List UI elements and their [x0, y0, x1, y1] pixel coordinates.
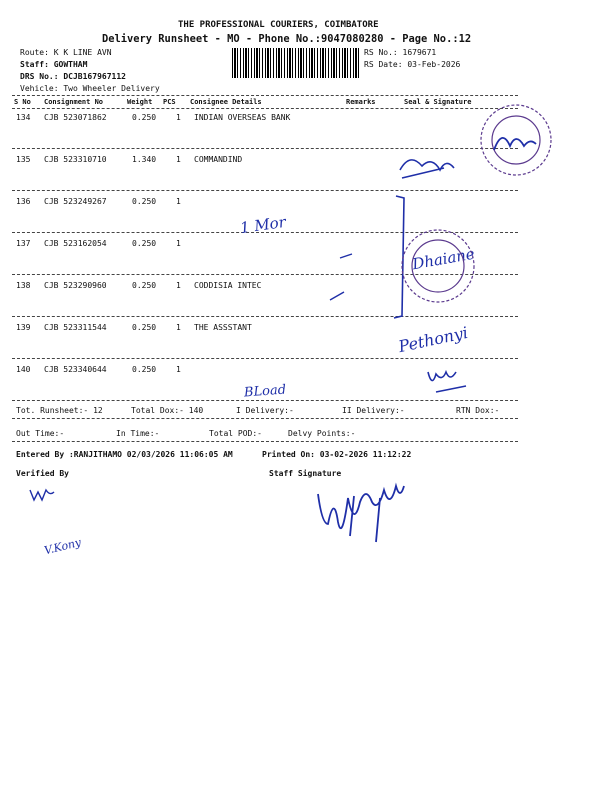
- row-weight: 0.250: [132, 239, 157, 248]
- total-dox: Total Dox:- 140: [131, 406, 204, 415]
- ii-delivery: II Delivery:-: [342, 406, 405, 415]
- row-consignee: CODDISIA INTEC: [194, 281, 262, 290]
- company-name: THE PROFESSIONAL COURIERS, COIMBATORE: [178, 20, 379, 30]
- row-pcs: 1: [176, 323, 181, 332]
- table-row: [0, 113, 600, 127]
- header-divider-top: [12, 95, 518, 96]
- row-sno: 136: [16, 197, 31, 206]
- in-time: In Time:-: [116, 429, 160, 438]
- col-consignment: Consignment No: [44, 98, 104, 106]
- col-sno: S No: [14, 98, 31, 106]
- row-consignment: CJB 523162054: [44, 239, 107, 248]
- verified-by-scribble: [30, 490, 54, 500]
- entered-by: Entered By :RANJITHAMO 02/03/2026 11:06:05 AM: [16, 450, 233, 459]
- staff-signature-label: Staff Signature: [269, 469, 342, 478]
- row-divider: [12, 148, 518, 149]
- row-consignment: CJB 523071862: [44, 113, 107, 122]
- table-row: [0, 365, 600, 379]
- row-pcs: 1: [176, 197, 181, 206]
- row-divider: [12, 400, 518, 401]
- row-weight: 1.340: [132, 155, 157, 164]
- row-sno: 134: [16, 113, 31, 122]
- row-sno: 137: [16, 239, 31, 248]
- table-row: [0, 239, 600, 253]
- handwritten-note-140: BLoad: [243, 382, 287, 401]
- col-pcs: PCS: [163, 98, 176, 106]
- row-divider: [12, 190, 518, 191]
- row-consignment: CJB 523310710: [44, 155, 107, 164]
- row-sno: 140: [16, 365, 31, 374]
- row-sno: 135: [16, 155, 31, 164]
- row-consignment: CJB 523311544: [44, 323, 107, 332]
- times-divider: [12, 441, 518, 442]
- row-sno: 138: [16, 281, 31, 290]
- table-header: [0, 98, 600, 108]
- row-pcs: 1: [176, 365, 181, 374]
- bracket-mark: [394, 196, 404, 318]
- signature-vkory: V.Kony: [42, 535, 83, 558]
- row-divider: [12, 358, 518, 359]
- row-consignee: THE ASSSTANT: [194, 323, 252, 332]
- row-divider: [12, 316, 518, 317]
- runsheet-title: Delivery Runsheet - MO - Phone No.:9047080280 - Page No.:12: [102, 33, 472, 45]
- barcode: [232, 48, 360, 78]
- rs-number: RS No.: 1679671: [364, 48, 437, 57]
- table-row: [0, 155, 600, 169]
- header-divider-bottom: [12, 108, 518, 109]
- verified-by-label: Verified By: [16, 469, 69, 478]
- rtn-dox: RTN Dox:-: [456, 406, 500, 415]
- tot-runsheet: Tot. Runsheet:- 12: [16, 406, 103, 415]
- row-weight: 0.250: [132, 197, 157, 206]
- signature-dhaiane: Dhaiane: [410, 244, 477, 274]
- delvy-points: Delvy Points:-: [288, 429, 356, 438]
- table-row: [0, 281, 600, 295]
- printed-on: Printed On: 03-02-2026 11:12:22: [262, 450, 412, 459]
- row-consignment: CJB 523290960: [44, 281, 107, 290]
- out-time: Out Time:-: [16, 429, 65, 438]
- row-pcs: 1: [176, 239, 181, 248]
- row-consignee: INDIAN OVERSEAS BANK: [194, 113, 291, 122]
- table-row: [0, 197, 600, 211]
- signature-pethonyi: Pethonyi: [396, 322, 470, 357]
- row-pcs: 1: [176, 155, 181, 164]
- vehicle-label: Vehicle: Two Wheeler Delivery: [20, 84, 160, 93]
- total-pod: Total POD:-: [209, 429, 262, 438]
- col-weight: Weight: [127, 98, 153, 106]
- rs-date: RS Date: 03-Feb-2026: [364, 60, 461, 69]
- row-divider: [12, 274, 518, 275]
- totals-divider: [12, 418, 518, 419]
- row-consignee: COMMANDIND: [194, 155, 243, 164]
- col-seal: Seal & Signature: [404, 98, 472, 106]
- route-label: Route: K K LINE AVN: [20, 48, 112, 57]
- row-sno: 139: [16, 323, 31, 332]
- row-weight: 0.250: [132, 113, 157, 122]
- row-consignment: CJB 523340644: [44, 365, 107, 374]
- row-pcs: 1: [176, 281, 181, 290]
- col-consignee: Consignee Details: [190, 98, 262, 106]
- table-row: [0, 323, 600, 337]
- drs-label: DRS No.: DCJB167967112: [20, 72, 126, 81]
- col-remarks: Remarks: [346, 98, 376, 106]
- i-delivery: I Delivery:-: [236, 406, 294, 415]
- staff-signature-scribble: [318, 486, 404, 542]
- staff-label: Staff: GOWTHAM: [20, 60, 88, 69]
- row-consignment: CJB 523249267: [44, 197, 107, 206]
- row-weight: 0.250: [132, 281, 157, 290]
- handwritten-note-136: 1 Mor: [238, 212, 287, 238]
- row-weight: 0.250: [132, 323, 157, 332]
- row-pcs: 1: [176, 113, 181, 122]
- row-weight: 0.250: [132, 365, 157, 374]
